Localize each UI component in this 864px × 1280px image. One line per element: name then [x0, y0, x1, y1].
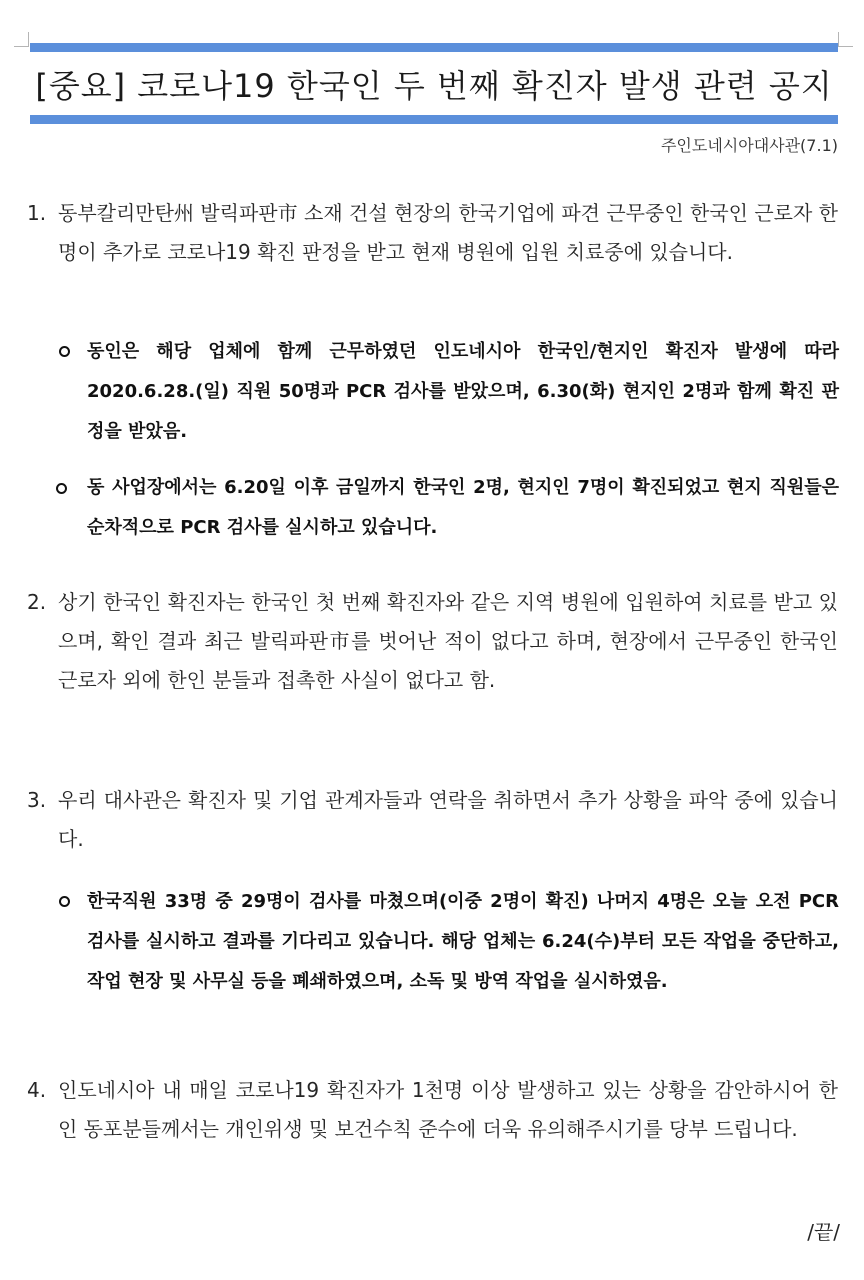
- title-bar-bottom: [30, 115, 838, 124]
- item-1-bullet-1: 동인은 해당 업체에 함께 근무하였던 인도네시아 한국인/현지인 확진자 발생에 따라 2020.6.28.(일) 직원 50명과 PCR 검사를 받았으며, 6.30(화) 현지인 2명과 함께 확진 판정을 받았음.: [87, 341, 839, 442]
- end-mark: /끝/: [807, 1220, 840, 1244]
- sender-line: 주인도네시아대사관(7.1): [660, 136, 838, 155]
- item-3-bullet-1: 한국직원 33명 중 29명이 검사를 마쳤으며(이중 2명이 확진) 나머지 4명은 오늘 오전 PCR 검사를 실시하고 결과를 기다리고 있습니다. 해당 업체는 6.24(수)부터 모든 작업을 중단하고, 작업 현장 및 사무실 등을 폐쇄하였으며, 소독 및 방역 작업을 실시하였음.: [87, 891, 839, 992]
- crop-mark-top-left: [14, 32, 29, 47]
- item-1-number: 1.: [27, 201, 47, 225]
- bullet-circle-icon: [59, 896, 70, 907]
- item-4-text: 인도네시아 내 매일 코로나19 확진자가 1천명 이상 발생하고 있는 상황을 감안하시어 한인 동포분들께서는 개인위생 및 보건수칙 준수에 더욱 유의해주시기를 당부 드립니다.: [58, 1078, 838, 1141]
- item-2-number: 2.: [27, 590, 47, 614]
- item-3-text: 우리 대사관은 확진자 및 기업 관계자들과 연락을 취하면서 추가 상황을 파악 중에 있습니다.: [58, 788, 838, 851]
- crop-mark-top-right: [838, 32, 853, 47]
- item-1-bullet-2: 동 사업장에서는 6.20일 이후 금일까지 한국인 2명, 현지인 7명이 확진되었고 현지 직원들은 순차적으로 PCR 검사를 실시하고 있습니다.: [87, 477, 839, 538]
- item-3-number: 3.: [27, 788, 47, 812]
- title-bar-top: [30, 43, 838, 52]
- bullet-circle-icon: [56, 483, 67, 494]
- item-1-text: 동부칼리만탄州 발릭파판市 소재 건설 현장의 한국기업에 파견 근무중인 한국인 근로자 한 명이 추가로 코로나19 확진 판정을 받고 현재 병원에 입원 치료중에 있습니다.: [58, 201, 838, 264]
- item-4-number: 4.: [27, 1078, 47, 1102]
- item-2-text: 상기 한국인 확진자는 한국인 첫 번째 확진자와 같은 지역 병원에 입원하여 치료를 받고 있으며, 확인 결과 최근 발릭파판市를 벗어난 적이 없다고 하며, 현장에서 근무중인 한국인 근로자 외에 한인 분들과 접촉한 사실이 없다고 함.: [58, 590, 838, 692]
- bullet-circle-icon: [59, 346, 70, 357]
- document-title: [중요] 코로나19 한국인 두 번째 확진자 발생 관련 공지: [35, 67, 833, 105]
